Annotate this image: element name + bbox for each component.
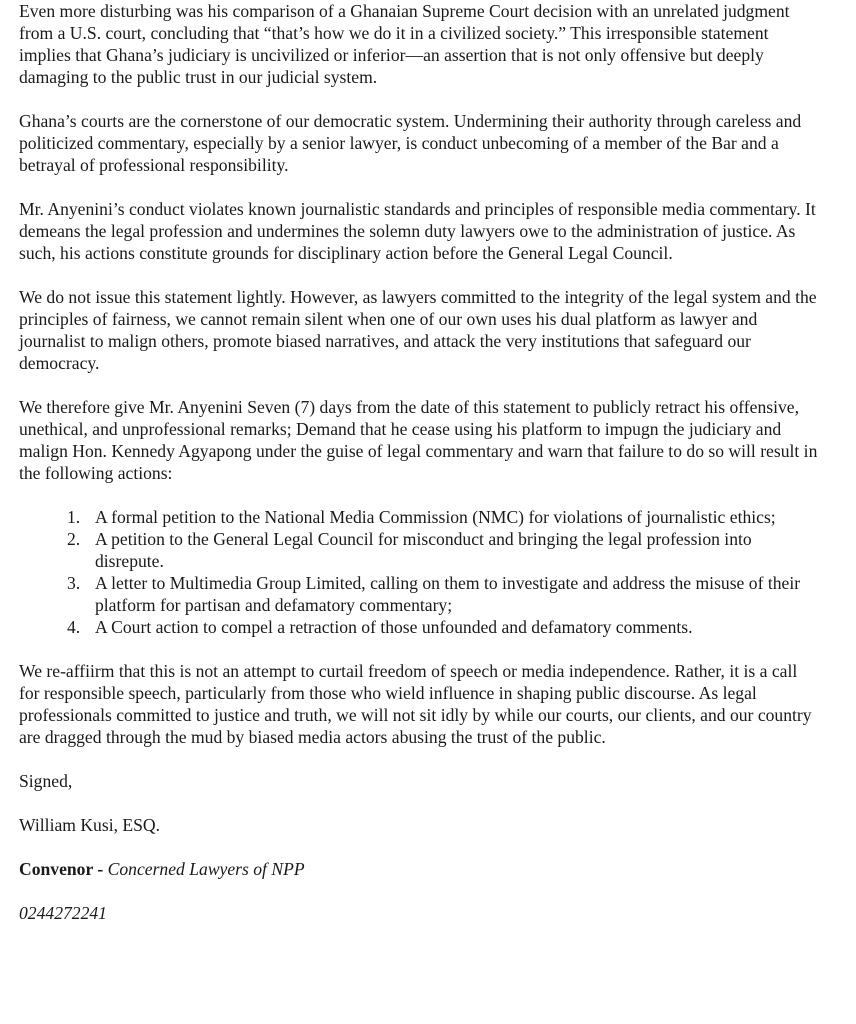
signed-label: Signed, [19,771,73,791]
paragraph-comparison: Even more disturbing was his comparison of a Ghanaian Supreme Court decision with an unrelated judgment from a U.S. court, concluding that “that’s how we do it in a civilized society.” This irresponsible statement implies that Ghana’s judiciary is uncivilized or inferior—an assertion that is not only offensive but deeply damaging to the public trust in our judicial system. [19,1,790,87]
list-item-number: 4. [67,617,81,637]
list-item-number: 1. [67,507,81,527]
signer-name: William Kusi, ESQ. [19,815,161,835]
paragraph-demand: We therefore give Mr. Anyenini Seven (7) days from the date of this statement to publicly retract his offensive, unethical, and unprofessional remarks; Demand that he cease using his platform to impugn the judiciary and malign Hon. Kennedy Agyapong under the guise of legal commentary and warn that failure to do so will result in the following actions: [19,397,818,483]
list-item [67,616,819,638]
organization-name: Concerned Lawyers of NPP [107,859,305,879]
list-item-text: A formal petition to the National Media Commission (NMC) for violations of journalistic ethics; [95,507,776,527]
list-item [67,506,819,528]
statement-document [19,0,819,924]
paragraph-statement: We do not issue this statement lightly. However, as lawyers committed to the integrity of the legal system and the principles of fairness, we cannot remain silent when one of our own uses his dual platform as lawyer and journalist to malign others, promote biased narratives, and attack the very institutions that safeguard our democracy. [19,287,817,373]
list-item [67,572,819,616]
phone-number: 0244272241 [19,903,107,923]
list-item [67,528,819,572]
paragraph-closing: We re-affiirm that this is not an attempt to curtail freedom of speech or media independence. Rather, it is a call for responsible speech, particularly from those who wield influence in shaping public discourse. As legal professionals committed to justice and truth, we will not sit idly by while our courts, our clients, and our country are dragged through the mud by biased media actors abusing the trust of the public. [19,661,812,747]
list-item-number: 2. [67,529,81,549]
list-item-number: 3. [67,573,81,593]
paragraph-conduct: Mr. Anyenini’s conduct violates known journalistic standards and principles of responsible media commentary. It demeans the legal profession and undermines the solemn duty lawyers owe to the administration of justice. As such, his actions constitute grounds for disciplinary action before the General Legal Council. [19,199,816,263]
role-title: Convenor - [19,859,104,879]
list-item-text: A petition to the General Legal Council for misconduct and bringing the legal profession into disrepute. [95,529,752,571]
signer-role [19,858,819,880]
list-item-text: A Court action to compel a retraction of those unfounded and defamatory comments. [95,617,693,637]
list-item-text: A letter to Multimedia Group Limited, calling on them to investigate and address the misuse of their platform for partisan and defamatory commentary; [95,573,801,615]
actions-list [19,506,819,638]
paragraph-courts: Ghana’s courts are the cornerstone of our democratic system. Undermining their authority through careless and politicized commentary, especially by a senior lawyer, is conduct unbecoming of a member of the Bar and a betrayal of professional responsibility. [19,111,802,175]
